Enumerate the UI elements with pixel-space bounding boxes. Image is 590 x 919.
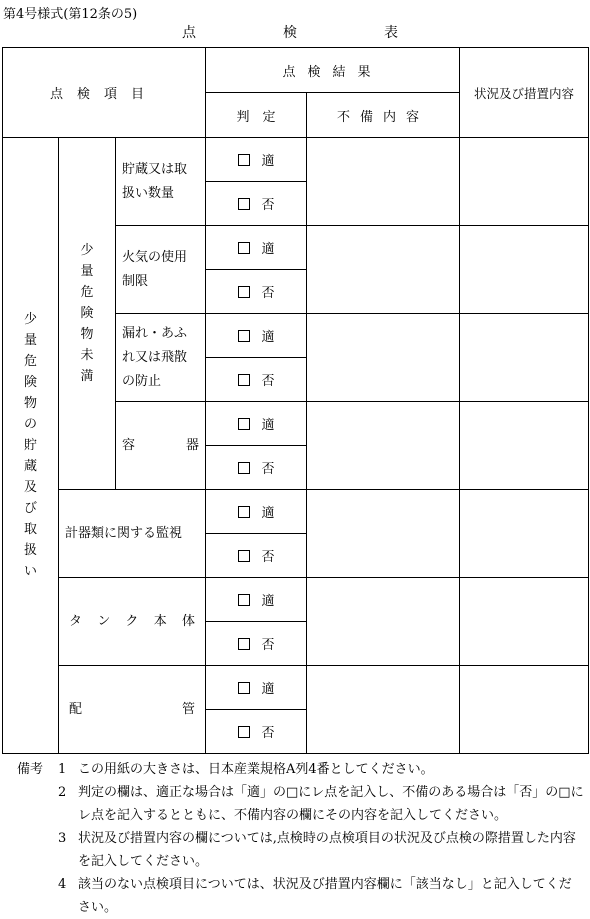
item-fire-use-restriction: 火気の使用制限 — [116, 226, 206, 314]
checkbox[interactable] — [238, 330, 250, 342]
judge-ok-fire[interactable]: 適 — [206, 226, 307, 270]
judge-ng-piping[interactable]: 否 — [206, 710, 307, 754]
status-quantity[interactable] — [460, 138, 589, 226]
judge-ng-leak[interactable]: 否 — [206, 358, 307, 402]
header-judgment: 判 定 — [206, 93, 307, 138]
deficiency-leak[interactable] — [307, 314, 460, 402]
status-piping[interactable] — [460, 666, 589, 754]
checkbox[interactable] — [238, 550, 250, 562]
deficiency-piping[interactable] — [307, 666, 460, 754]
status-gauges[interactable] — [460, 490, 589, 578]
checkbox[interactable] — [238, 638, 250, 650]
remark-item: 3 状況及び措置内容の欄については,点検時の点検項目の状況及び点検の際措置した内容を記入してください。 — [58, 831, 576, 869]
checkbox[interactable] — [238, 506, 250, 518]
judge-ng-gauges[interactable]: 否 — [206, 534, 307, 578]
checkbox[interactable] — [238, 242, 250, 254]
remark-item: 4 該当のない点検項目については、状況及び措置内容欄に「該当なし」と記入してください。 — [58, 877, 572, 915]
remark-item: 2 判定の欄は、適正な場合は「適」の□にレ点を記入し、不備のある場合は「否」の□にレ点を記入するとともに、不備内容の欄にその内容を記入してください。 — [58, 785, 584, 823]
checkbox[interactable] — [238, 462, 250, 474]
judge-ng-fire[interactable]: 否 — [206, 270, 307, 314]
category-small-quantity-storage: 少 量 危 険 物 の 貯 蔵 及 び 取 扱 い — [3, 138, 59, 754]
item-quantity: 貯蔵又は取扱い数量 — [116, 138, 206, 226]
header-status-and-measures: 状況及び措置内容 — [460, 48, 589, 138]
item-gauge-monitoring: 計器類に関する監視 — [59, 490, 206, 578]
judge-ok-tank[interactable]: 適 — [206, 578, 307, 622]
title-char: 検 — [283, 25, 297, 41]
checkbox[interactable] — [238, 154, 250, 166]
title-char: 点 — [182, 25, 196, 41]
deficiency-tank[interactable] — [307, 578, 460, 666]
status-leak[interactable] — [460, 314, 589, 402]
judge-ng-tank[interactable]: 否 — [206, 622, 307, 666]
checkbox[interactable] — [238, 726, 250, 738]
status-tank[interactable] — [460, 578, 589, 666]
deficiency-fire[interactable] — [307, 226, 460, 314]
inspection-table — [2, 47, 589, 754]
judge-ok-piping[interactable]: 適 — [206, 666, 307, 710]
deficiency-gauges[interactable] — [307, 490, 460, 578]
checkbox[interactable] — [238, 418, 250, 430]
remarks-heading: 備考 — [17, 762, 44, 777]
header-inspection-items: 点検項目 — [3, 48, 206, 138]
checkbox[interactable] — [238, 198, 250, 210]
judge-ng-container[interactable]: 否 — [206, 446, 307, 490]
checkbox[interactable] — [238, 594, 250, 606]
remark-item: 備考 1 この用紙の大きさは、日本産業規格A列4番としてください。 — [0, 758, 590, 781]
judge-ok-quantity[interactable]: 適 — [206, 138, 307, 182]
judge-ok-container[interactable]: 適 — [206, 402, 307, 446]
form-title — [0, 22, 590, 40]
checkbox[interactable] — [238, 286, 250, 298]
form-number: 第4号様式(第12条の5) — [3, 7, 138, 22]
category-below-small-quantity: 少 量 危 険 物 未 満 — [59, 138, 116, 490]
title-char: 表 — [384, 25, 398, 41]
status-container[interactable] — [460, 402, 589, 490]
judge-ok-leak[interactable]: 適 — [206, 314, 307, 358]
item-container: 容器 — [116, 402, 206, 490]
item-piping: 配管 — [59, 666, 206, 754]
item-tank-body: タンク本体 — [59, 578, 206, 666]
deficiency-container[interactable] — [307, 402, 460, 490]
deficiency-quantity[interactable] — [307, 138, 460, 226]
judge-ng-quantity[interactable]: 否 — [206, 182, 307, 226]
item-leak-prevention: 漏れ・あふれ又は飛散の防止 — [116, 314, 206, 402]
judge-ok-gauges[interactable]: 適 — [206, 490, 307, 534]
header-deficiency: 不備内容 — [307, 93, 460, 138]
checkbox[interactable] — [238, 374, 250, 386]
status-fire[interactable] — [460, 226, 589, 314]
header-inspection-results: 点検結果 — [206, 48, 460, 93]
remarks — [0, 758, 590, 919]
checkbox[interactable] — [238, 682, 250, 694]
